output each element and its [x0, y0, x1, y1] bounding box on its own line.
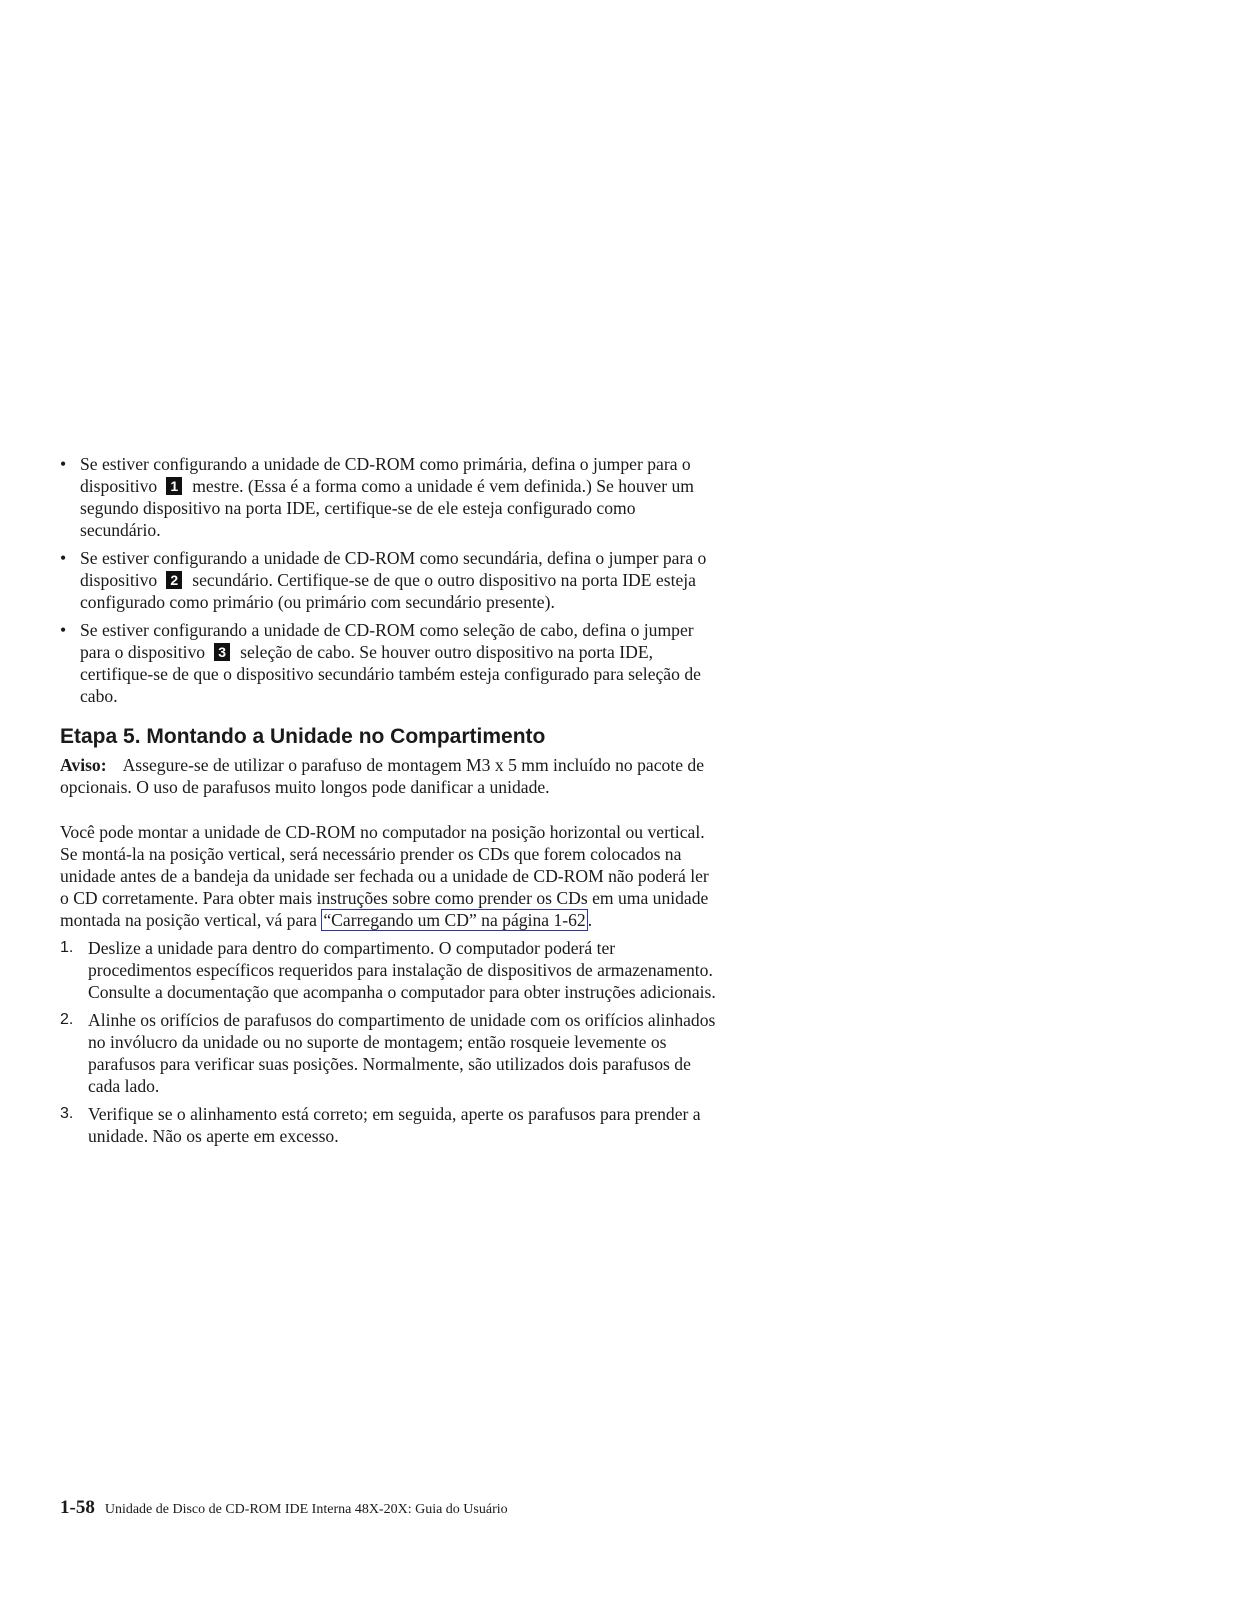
bullet-marker: •: [60, 454, 67, 474]
list-item: [60, 619, 720, 707]
notice-paragraph: [60, 754, 720, 798]
step-text: Verifique se o alinhamento está correto; em seguida, aperte os parafusos para prender a unidade. Não os aperte em excesso.: [88, 1104, 701, 1146]
callout-number-3: 3: [214, 643, 230, 661]
step-number: 1.: [60, 939, 74, 956]
steps-list: [60, 937, 720, 1147]
notice-text: Assegure-se de utilizar o parafuso de montagem M3 x 5 mm incluído no pacote de opcionais. O uso de parafusos muito longos pode danificar a unidade.: [60, 755, 705, 797]
bullet-text-after: mestre. (Essa é a forma como a unidade é vem definida.) Se houver um segundo dispositivo na porta IDE, certifique-se de ele esteja configurado como secundário.: [80, 476, 694, 540]
bullet-text-before: Se estiver configurando a unidade de CD-ROM como secundária, defina o jumper para o dispositivo: [80, 548, 707, 590]
paragraph-text: Você pode montar a unidade de CD-ROM no computador na posição horizontal ou vertical. Se montá-la na posição vertical, será necessário prender os CDs que forem colocados na unidade antes de a bandeja da unidade ser fechada ou a unidade de CD-ROM não poderá ler o CD corretamente. Para obter mais instruções sobre como prender os CDs em uma unidade montada na posição vertical, vá para: [60, 822, 709, 930]
step-number: 3.: [60, 1105, 74, 1122]
list-item: [60, 547, 720, 613]
callout-number-2: 2: [166, 571, 182, 589]
bullet-marker: •: [60, 548, 67, 568]
bullet-text-before: Se estiver configurando a unidade de CD-ROM como primária, defina o jumper para o dispositivo: [80, 454, 691, 496]
step-number: 2.: [60, 1011, 74, 1028]
paragraph-end: .: [587, 910, 593, 930]
page-body: [60, 453, 720, 1153]
mounting-paragraph: [60, 821, 720, 931]
bullet-text-after: secundário. Certifique-se de que o outro dispositivo na porta IDE esteja configurado como primário (ou primário com secundário presente).: [80, 570, 696, 612]
notice-label: Aviso:: [60, 755, 107, 775]
bullet-text-after: seleção de cabo. Se houver outro dispositivo na porta IDE, certifique-se de que o dispositivo secundário também esteja configurado para seleção de cabo.: [80, 642, 701, 706]
section-heading: Etapa 5. Montando a Unidade no Compartimento: [60, 725, 546, 748]
step-text: Alinhe os orifícios de parafusos do compartimento de unidade com os orifícios alinhados no invólucro da unidade ou no suporte de montagem; então rosqueie levemente os parafusos para verificar suas posições. Normalmente, são utilizados dois parafusos de cada lado.: [88, 1010, 716, 1096]
list-item: [60, 453, 720, 541]
page-footer: [60, 1497, 508, 1519]
footer-title: Unidade de Disco de CD-ROM IDE Interna 48X-20X: Guia do Usuário: [104, 1502, 508, 1517]
step-item: [60, 937, 720, 1003]
page-number: 1-58: [60, 1497, 95, 1518]
callout-number-1: 1: [166, 477, 182, 495]
step-item: [60, 1009, 720, 1097]
bullet-marker: •: [60, 620, 67, 640]
step-item: [60, 1103, 720, 1147]
jumper-bullet-list: [60, 453, 720, 707]
bullet-text-before: Se estiver configurando a unidade de CD-ROM como seleção de cabo, defina o jumper para o dispositivo: [80, 620, 694, 662]
step-text: Deslize a unidade para dentro do compartimento. O computador poderá ter procedimentos específicos requeridos para instalação de dispositivos de armazenamento. Consulte a documentação que acompanha o computador para obter instruções adicionais.: [88, 938, 716, 1002]
cross-reference-link[interactable]: “Carregando um CD” na página 1-62: [323, 910, 586, 930]
